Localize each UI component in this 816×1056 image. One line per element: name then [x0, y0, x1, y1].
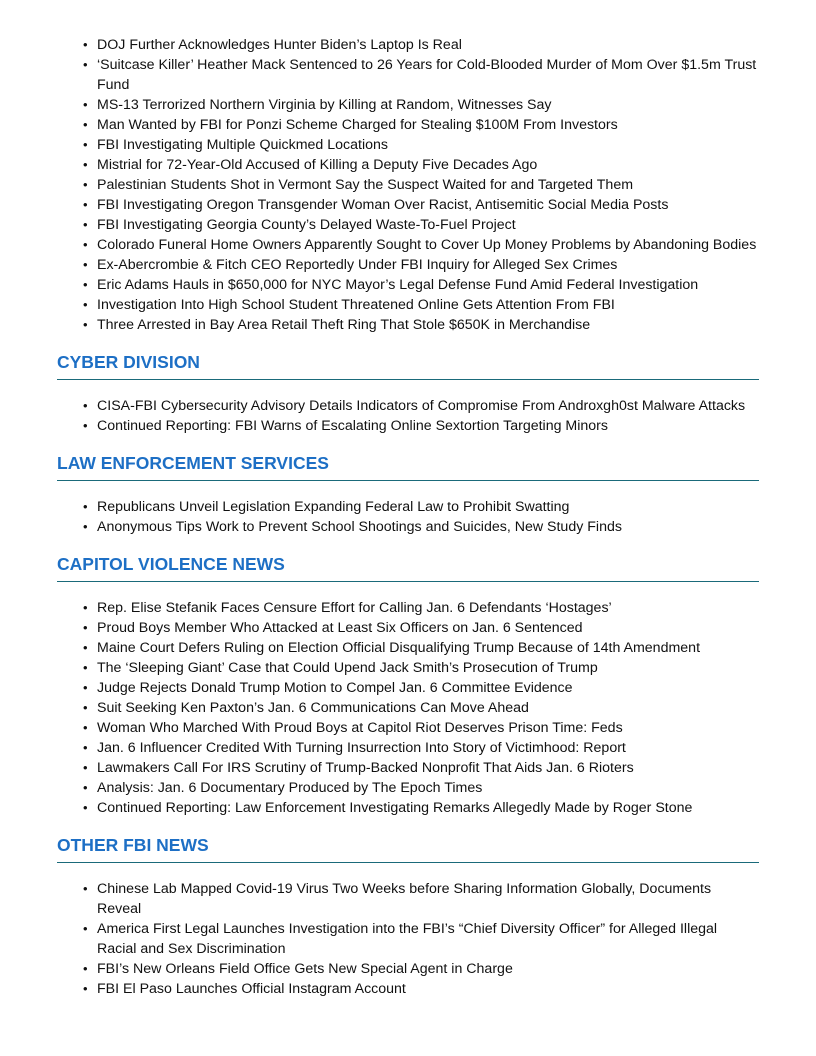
news-link[interactable]: • Suit Seeking Ken Paxton’s Jan. 6 Communications Can Move Ahead	[97, 698, 759, 718]
news-link[interactable]: • Anonymous Tips Work to Prevent School Shootings and Suicides, New Study Finds	[97, 517, 759, 537]
news-link[interactable]: • Investigation Into High School Student Threatened Online Gets Attention From FBI	[97, 295, 759, 315]
news-link[interactable]: • Man Wanted by FBI for Ponzi Scheme Charged for Stealing $100M From Investors	[97, 115, 759, 135]
news-link[interactable]: • FBI Investigating Georgia County’s Delayed Waste-To-Fuel Project	[97, 215, 759, 235]
news-link[interactable]: • Palestinian Students Shot in Vermont Say the Suspect Waited for and Targeted Them	[97, 175, 759, 195]
news-link[interactable]: • Analysis: Jan. 6 Documentary Produced by The Epoch Times	[97, 778, 759, 798]
news-link[interactable]: • Colorado Funeral Home Owners Apparently Sought to Cover Up Money Problems by Abandoning Bodies	[97, 235, 759, 255]
news-link[interactable]: • The ‘Sleeping Giant’ Case that Could Upend Jack Smith’s Prosecution of Trump	[97, 658, 759, 678]
section-law-enforcement-services	[57, 452, 759, 537]
news-link[interactable]: • America First Legal Launches Investigation into the FBI’s “Chief Diversity Officer” for Alleged Illegal Racial and Sex Discrimination	[97, 919, 759, 959]
news-link[interactable]: • FBI Investigating Oregon Transgender Woman Over Racist, Antisemitic Social Media Posts	[97, 195, 759, 215]
section-heading: CAPITOL VIOLENCE NEWS	[57, 553, 759, 582]
news-link[interactable]: • Woman Who Marched With Proud Boys at Capitol Riot Deserves Prison Time: Feds	[97, 718, 759, 738]
section-heading: OTHER FBI NEWS	[57, 834, 759, 863]
news-link[interactable]: • Eric Adams Hauls in $650,000 for NYC Mayor’s Legal Defense Fund Amid Federal Investigation	[97, 275, 759, 295]
news-link[interactable]: • DOJ Further Acknowledges Hunter Biden’s Laptop Is Real	[97, 35, 759, 55]
section-news-list	[57, 879, 759, 999]
section-heading: CYBER DIVISION	[57, 351, 759, 380]
news-link[interactable]: • Republicans Unveil Legislation Expanding Federal Law to Prohibit Swatting	[97, 497, 759, 517]
section-cyber-division	[57, 351, 759, 436]
news-link[interactable]: • FBI’s New Orleans Field Office Gets New Special Agent in Charge	[97, 959, 759, 979]
section-news-list	[57, 396, 759, 436]
news-link[interactable]: • Judge Rejects Donald Trump Motion to Compel Jan. 6 Committee Evidence	[97, 678, 759, 698]
news-link[interactable]: • Continued Reporting: Law Enforcement Investigating Remarks Allegedly Made by Roger Stone	[97, 798, 759, 818]
news-link[interactable]: • Jan. 6 Influencer Credited With Turning Insurrection Into Story of Victimhood: Report	[97, 738, 759, 758]
section-news-list	[57, 497, 759, 537]
news-link[interactable]: • Lawmakers Call For IRS Scrutiny of Trump-Backed Nonprofit That Aids Jan. 6 Rioters	[97, 758, 759, 778]
news-link[interactable]: • ‘Suitcase Killer’ Heather Mack Sentenced to 26 Years for Cold-Blooded Murder of Mom Over $1.5m Trust Fund	[97, 55, 759, 95]
section-heading: LAW ENFORCEMENT SERVICES	[57, 452, 759, 481]
news-link[interactable]: • Rep. Elise Stefanik Faces Censure Effort for Calling Jan. 6 Defendants ‘Hostages’	[97, 598, 759, 618]
news-link[interactable]: • MS-13 Terrorized Northern Virginia by Killing at Random, Witnesses Say	[97, 95, 759, 115]
news-link[interactable]: • FBI Investigating Multiple Quickmed Locations	[97, 135, 759, 155]
news-link[interactable]: • FBI El Paso Launches Official Instagram Account	[97, 979, 759, 999]
section-news-list	[57, 598, 759, 818]
news-link[interactable]: • Proud Boys Member Who Attacked at Least Six Officers on Jan. 6 Sentenced	[97, 618, 759, 638]
news-link[interactable]: • Chinese Lab Mapped Covid-19 Virus Two Weeks before Sharing Information Globally, Documents Reveal	[97, 879, 759, 919]
news-link[interactable]: • Mistrial for 72-Year-Old Accused of Killing a Deputy Five Decades Ago	[97, 155, 759, 175]
news-link[interactable]: • Continued Reporting: FBI Warns of Escalating Online Sextortion Targeting Minors	[97, 416, 759, 436]
section-other-fbi-news	[57, 834, 759, 999]
news-link[interactable]: • CISA-FBI Cybersecurity Advisory Details Indicators of Compromise From Androxgh0st Malware Attacks	[97, 396, 759, 416]
news-link[interactable]: • Maine Court Defers Ruling on Election Official Disqualifying Trump Because of 14th Amendment	[97, 638, 759, 658]
news-link[interactable]: • Ex-Abercrombie & Fitch CEO Reportedly Under FBI Inquiry for Alleged Sex Crimes	[97, 255, 759, 275]
news-link[interactable]: • Three Arrested in Bay Area Retail Theft Ring That Stole $650K in Merchandise	[97, 315, 759, 335]
section-capitol-violence-news	[57, 553, 759, 818]
intro-news-list	[57, 35, 759, 335]
